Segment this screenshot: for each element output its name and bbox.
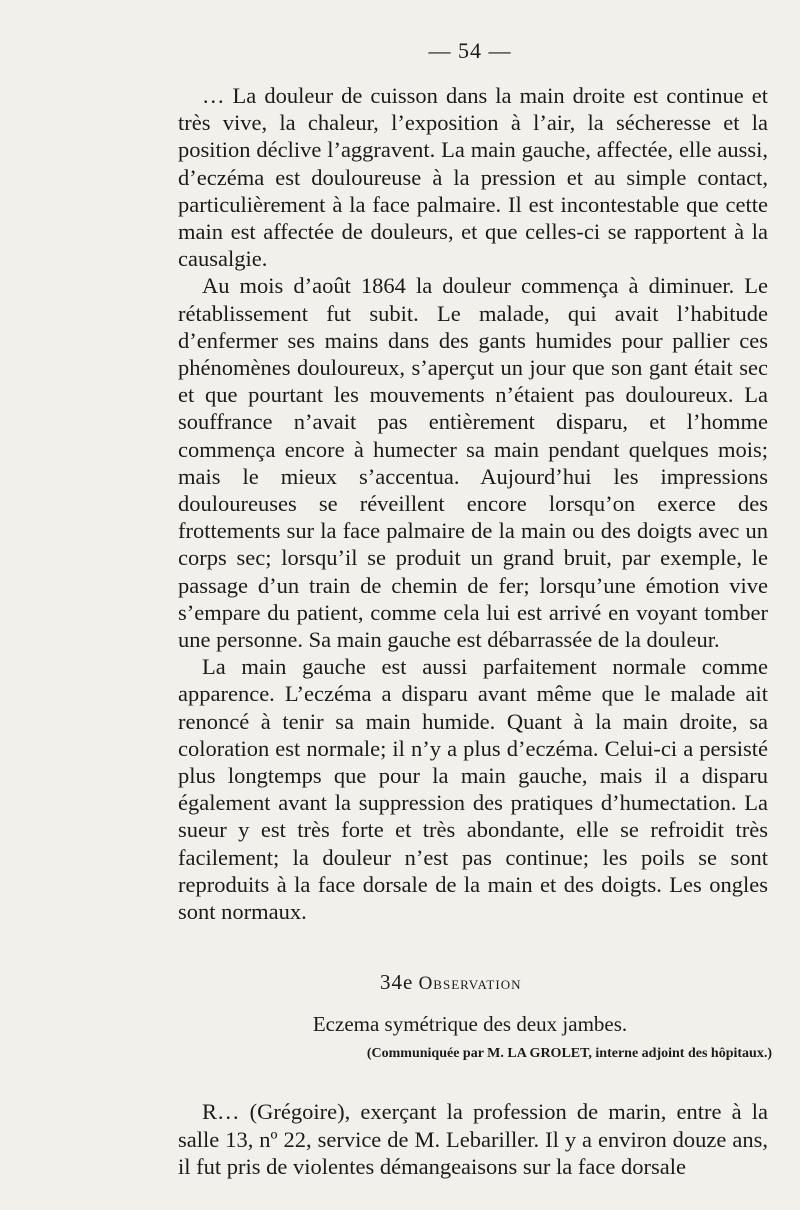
page-number: — 54 — (428, 38, 512, 63)
observation-label: Observation (418, 973, 522, 994)
main-text (178, 82, 768, 925)
paragraph-1: … La douleur de cuisson dans la main droite est continue et très vive, la chaleur, l’exposition à l’air, la sécheresse et la position déclive l’aggravent. La main gauche, affectée, elle aussi, d’eczéma est douloureuse à la pression et au simple contact, particulièrement à la face palmaire. Il est incontestable que cette main est affectée de douleurs, et que celles-ci se rapportent à la causalgie. (178, 83, 768, 272)
observation-heading (380, 970, 580, 995)
observation-text (178, 1098, 768, 1181)
observation-source: (Communiquée par M. LA GROLET, interne adjoint des hôpitaux.) (366, 1046, 772, 1061)
paragraph-3: La main gauche est aussi parfaitement normale comme apparence. L’eczéma a disparu avant même que le malade ait renoncé à tenir sa main humide. Quant à la main droite, sa coloration est normale; il n’y a plus d’eczéma. Celui-ci a persisté plus longtemps que pour la main gauche, mais il a disparu également avant la suppression des pratiques d’humectation. La sueur y est très forte et très abondante, elle se refroidit très facilement; la douleur n’est pas continue; les poils se sont reproduits à la face dorsale de la main et des doigts. Les ongles sont normaux. (178, 654, 768, 925)
observation-number: 34e (380, 970, 414, 994)
observation-title: Eczema symétrique des deux jambes. (312, 1012, 628, 1036)
paragraph-4: R… (Grégoire), exerçant la profession de marin, entre à la salle 13, nº 22, service de M. Lebariller. Il y a environ douze ans, il fut pris de violentes démangeaisons sur la face dorsale (178, 1099, 768, 1179)
paragraph-2: Au mois d’août 1864 la douleur commença à diminuer. Le rétablissement fut subit. Le malade, qui avait l’habitude d’enfermer ses mains dans des gants humides pour pallier ces phénomènes douloureux, s’aperçut un jour que son gant était sec et que pourtant les mouvements n’étaient pas douloureux. La souffrance n’avait pas entièrement disparu, et l’homme commença encore à humecter sa main pendant quelques mois; mais le mieux s’accentua. Aujourd’hui les impressions douloureuses se réveillent encore lorsqu’on exerce des frottements sur la face palmaire de la main ou des doigts avec un corps sec; lorsqu’il se produit un grand bruit, par exemple, le passage d’un train de chemin de fer; lorsqu’une émotion vive s’empare du patient, comme cela lui est arrivé en voyant tomber une personne. Sa main gauche est débarrassée de la douleur. (178, 273, 768, 653)
